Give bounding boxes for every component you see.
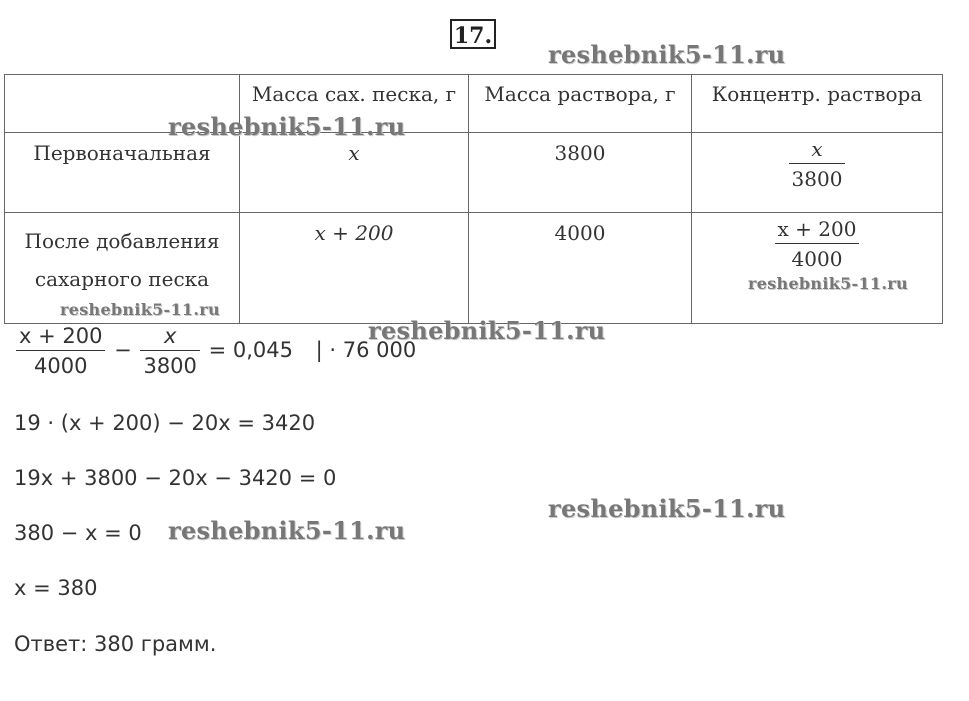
problem-number: 17.: [450, 19, 496, 49]
cell-sugar-after: x + 200: [240, 213, 469, 324]
answer-text: Ответ: 380 грамм.: [14, 632, 217, 656]
header-solution-mass: Масса раствора, г: [469, 75, 692, 133]
watermark: reshebnik5-11.ru: [168, 516, 406, 545]
cell-concentration-after: [692, 213, 943, 324]
equation-3: 19x + 3800 − 20x − 3420 = 0: [14, 466, 337, 490]
watermark: reshebnik5-11.ru: [748, 274, 908, 293]
watermark: reshebnik5-11.ru: [168, 112, 406, 141]
watermark: reshebnik5-11.ru: [60, 300, 220, 319]
fraction: $\frac{x + 200}{4000}$: [16, 324, 105, 378]
cell-sugar-initial: x: [240, 133, 469, 213]
fraction: $\frac{x}{3800}$: [140, 324, 199, 378]
cell-solution-after: 4000: [469, 213, 692, 324]
watermark: reshebnik5-11.ru: [548, 40, 786, 69]
row-label-after: После добавления сахарного песка: [5, 213, 240, 324]
watermark: reshebnik5-11.ru: [368, 316, 606, 345]
header-concentration: Концентр. раствора: [692, 75, 943, 133]
equation-1: $\frac{x + 200}{4000}$ − $\frac{x}{3800}$ = 0,045 | · 76 000: [14, 324, 416, 378]
cell-concentration-initial: [692, 133, 943, 213]
fraction: $\frac{x}{3800}$: [789, 133, 846, 191]
table-header-row: [5, 75, 943, 133]
equation-4: 380 − x = 0: [14, 521, 142, 545]
cell-solution-initial: 3800: [469, 133, 692, 213]
watermark: reshebnik5-11.ru: [548, 494, 786, 523]
equation-2: 19 · (x + 200) − 20x = 3420: [14, 411, 316, 435]
fraction: $\frac{x + 200}{4000}$: [775, 213, 860, 271]
row-label-initial: Первоначальная: [5, 133, 240, 213]
table-row: [5, 133, 943, 213]
header-sugar-mass: Масса сах. песка, г: [240, 75, 469, 133]
equation-5: x = 380: [14, 576, 98, 600]
